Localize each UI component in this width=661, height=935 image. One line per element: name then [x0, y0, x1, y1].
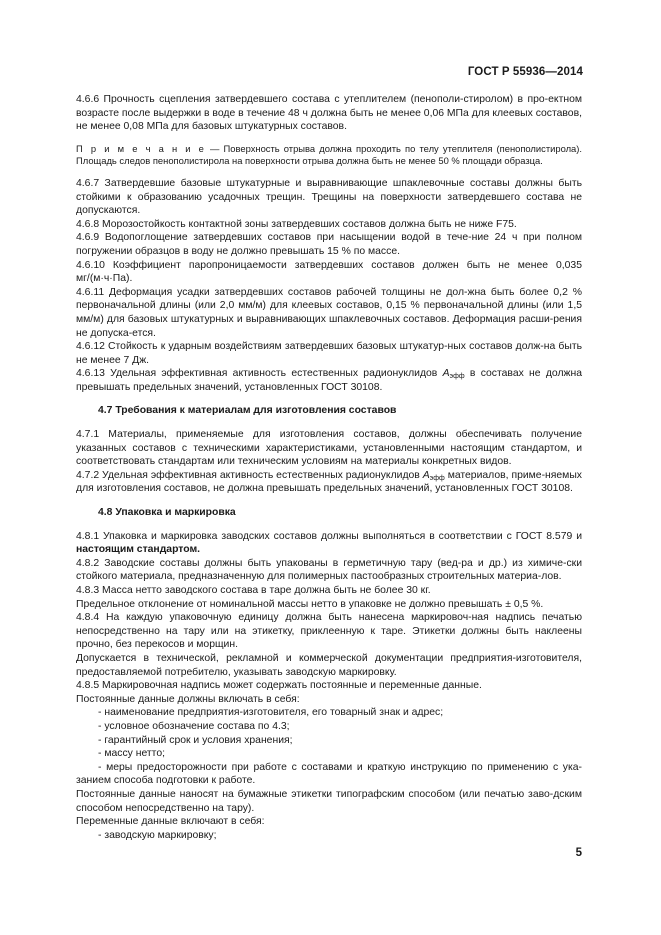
- clause-4-8-3-tolerance: Предельное отклонение от номинальной массы нетто в упаковке не должно превышать ± 0,5 %.: [76, 598, 544, 610]
- clause-4-7-2: [76, 469, 582, 496]
- clause-4-6-6-text: 4.6.6 Прочность сцепления затвердевшего состава с утеплителем (пенополи-стиролом) в про-ектном возрасте после выдержки в воде в течение 48 ч должна быть не менее 0,06 МПа для клеевых составов, не менее 0,08 МПа для базовых штукатурных составов.: [76, 94, 582, 133]
- list-item: - меры предосторожности при работе с составами и краткую инструкцию по применению с ука-занием способа подготовки к работе.: [76, 761, 582, 787]
- clause-4-8-1-part1: 4.8.1 Упаковка и маркировка заводских составов должны выполняться в соответствии с ГОСТ 8.579 и: [76, 530, 582, 542]
- list-item: - гарантийный срок и условия хранения;: [98, 734, 293, 746]
- clause-4-8-1: [76, 530, 582, 557]
- note: [76, 143, 582, 168]
- note-text: — Поверхность отрыва должна проходить по телу утеплителя (пенополистирола). Площадь следов пенополистирола на поверхности отрыва должна быть не менее 50 % площади образца.: [76, 142, 582, 167]
- clause-4-8-4-docs: Допускается в технической, рекламной и коммерческой документации предприятия-изготовителя, предоставляемой потребителю, указывать заводскую маркировку.: [76, 652, 582, 678]
- constant-data-printing: Постоянные данные наносят на бумажные этикетки типографским способом (или печатью заво-дским способом непосредственно на тару).: [76, 788, 582, 814]
- list-item: - массу нетто;: [98, 748, 165, 760]
- list-item: - заводскую маркировку;: [98, 829, 217, 841]
- clause-4-6-10: 4.6.10 Коэффициент паропроницаемости затвердевших составов должен быть не менее 0,035 мг/(м·ч·Па).: [76, 259, 582, 285]
- clause-4-6-13-part1: 4.6.13 Удельная эффективная активность естественных радионуклидов: [76, 368, 443, 380]
- list-item: - условное обозначение состава по 4.3;: [98, 720, 290, 732]
- clause-4-8-2: 4.8.2 Заводские составы должны быть упакованы в герметичную тару (вед-ра и др.) из химиче-ски стойкого материала, предназначенную для полимерных пастообразных строительных материа-лов.: [76, 557, 582, 583]
- clause-4-7-1: 4.7.1 Материалы, применяемые для изготовления составов, должны обеспечивать получение указанных составов с техническими характеристиками, установленными настоящим стандартом, и соответствовать стандартам или техническим условиям на материалы конкретных видов.: [76, 429, 582, 468]
- constant-data-intro: Постоянные данные должны включать в себя:: [76, 693, 300, 705]
- activity-symbol: A: [442, 368, 450, 380]
- page-number: 5: [575, 847, 582, 859]
- clause-4-8-3: 4.8.3 Масса нетто заводского состава в таре должна быть не более 30 кг.: [76, 585, 431, 596]
- clause-4-7-2-part2: материалов, приме-няемых для изготовления составов, не должна превышать предельных значений, установленных ГОСТ 30108.: [76, 469, 582, 495]
- activity-symbol: A: [422, 469, 430, 481]
- clause-4-6-6: [76, 93, 582, 134]
- clause-4-6-13: [76, 367, 582, 394]
- note-label: П р и м е ч а н и е: [76, 142, 206, 154]
- clause-4-6-12: 4.6.12 Стойкость к ударным воздействиям затвердевших базовых штукатур-ных составов долж-на быть не менее 7 Дж.: [76, 341, 582, 366]
- section-4-8-heading: 4.8 Упаковка и маркировка: [98, 507, 236, 519]
- variable-data-intro: Переменные данные включают в себя:: [76, 816, 265, 828]
- activity-subscript: эфф: [449, 373, 465, 381]
- clause-4-7-2-part1: 4.7.2 Удельная эффективная активность естественных радионуклидов: [76, 469, 423, 481]
- clause-4-6-8: 4.6.8 Морозостойкость контактной зоны затвердевших составов должна быть не ниже F75.: [76, 218, 517, 230]
- document-body: [76, 93, 582, 842]
- list-item: - наименование предприятия-изготовителя, его товарный знак и адрес;: [98, 707, 444, 719]
- clause-4-6-11: 4.6.11 Деформация усадки затвердевших составов рабочей толщины не дол-жна быть более 0,2 % первоначальной длины (или 2,0 мм/м) для клеевых составов, 0,15 % первоначальной длины (или 1,5 мм/м) для базовых штукатурных и выравнивающих шпаклевочных составов. Деформация расши-рения не допуска-ется.: [76, 286, 582, 339]
- activity-subscript: эфф: [429, 474, 445, 482]
- section-4-7-heading: 4.7 Требования к материалам для изготовления составов: [98, 405, 397, 417]
- standard-header: ГОСТ Р 55936—2014: [467, 66, 583, 78]
- clause-4-6-9: 4.6.9 Водопоглощение затвердевших составов при насыщении водой в тече-ние 24 ч при полном погружении образцов в воду не должно превышать 15 % по массе.: [76, 232, 582, 257]
- clause-4-8-1-bold: настоящим стандартом.: [76, 544, 201, 556]
- clause-4-8-5: 4.8.5 Маркировочная надпись может содержать постоянные и переменные данные.: [76, 680, 482, 692]
- clause-4-8-4: 4.8.4 На каждую упаковочную единицу должна быть нанесена маркировоч-ная надпись печатью непосредственно на тару или на этикетку, приклеенную к таре. Этикетки должны быть наклеены прочно, без перекосов и морщин.: [76, 612, 582, 651]
- clause-4-6-7: 4.6.7 Затвердевшие базовые штукатурные и выравнивающие шпаклевочные составы должны быть стойкими к образованию усадочных трещин. Трещины на поверхности затвердевшего состава не допускаются.: [76, 177, 582, 217]
- clause-4-6-13-part2: в составах не должна превышать предельных значений, установленных ГОСТ 30108.: [76, 368, 582, 393]
